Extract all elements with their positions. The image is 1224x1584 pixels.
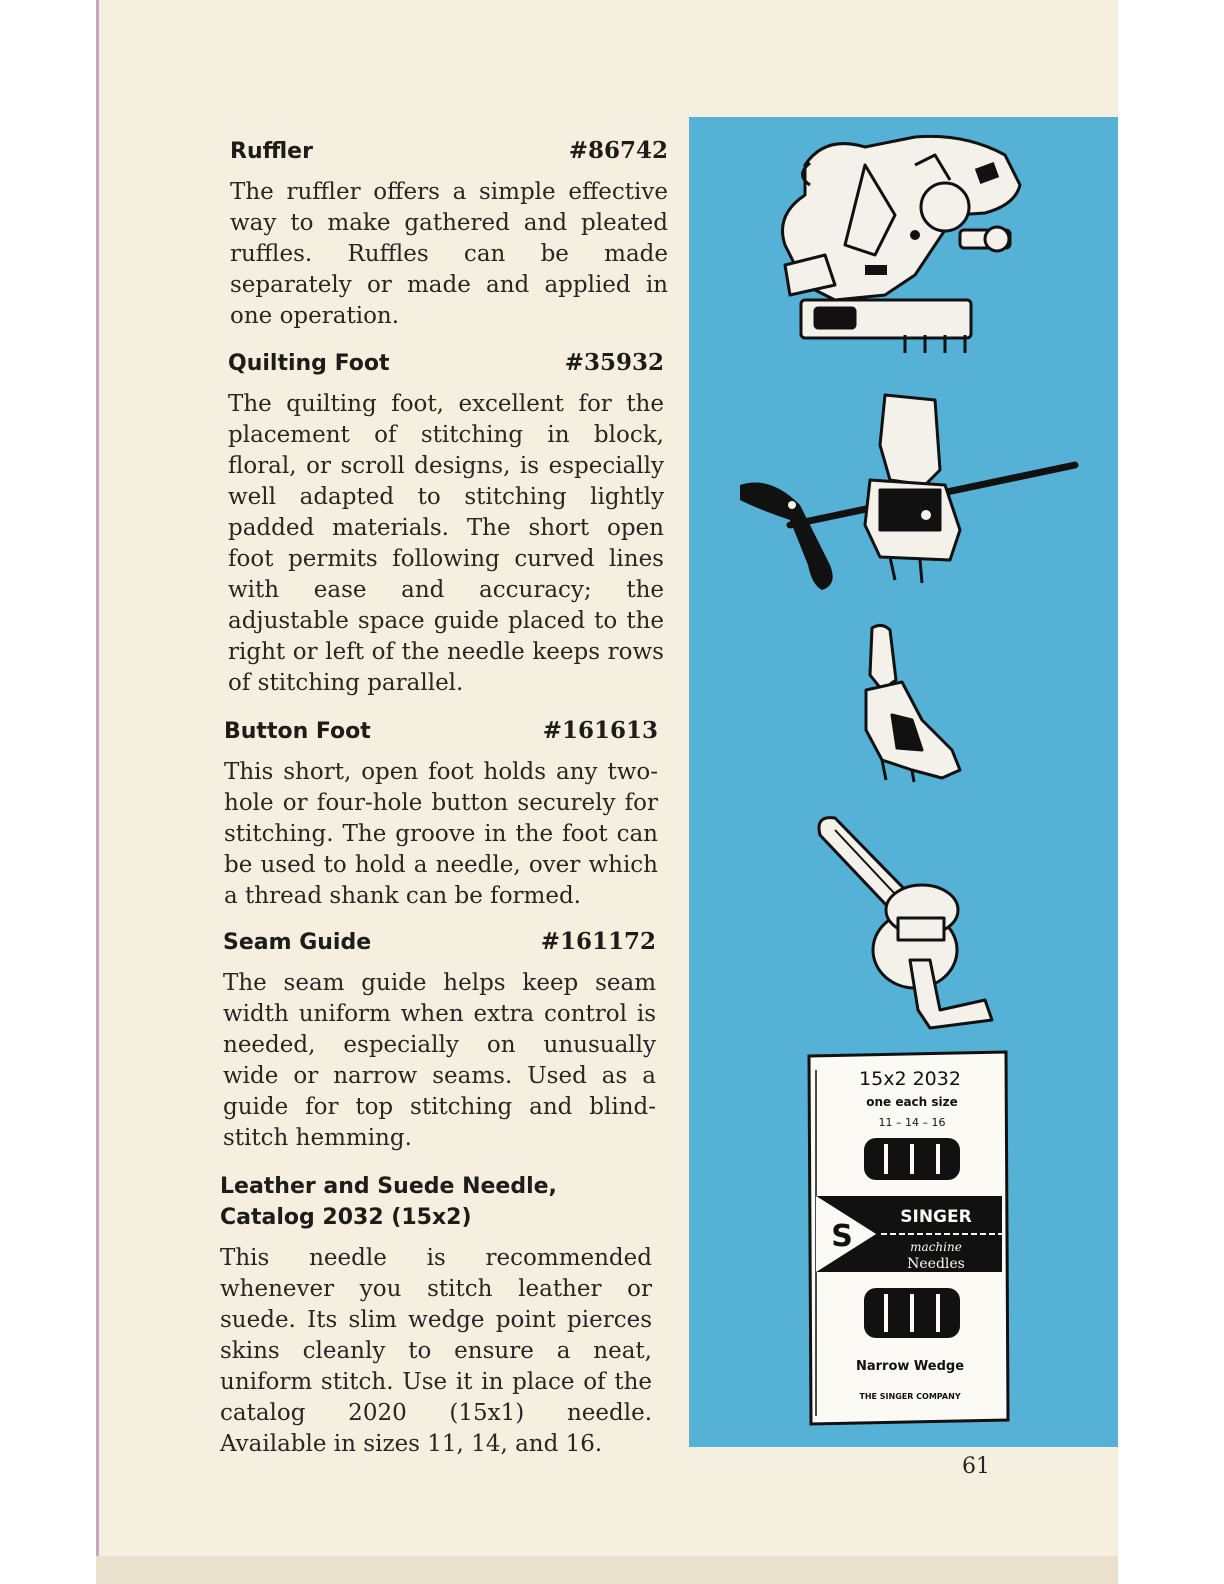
seam-guide-illustration [810,810,1000,1035]
product-line1: machine [910,1240,962,1254]
section-title: Leather and Suede Needle, Catalog 2032 (15x2) [220,1174,557,1230]
catalog-number: #161613 [542,717,658,744]
product-line2: Needles [907,1256,965,1272]
needle-code: 15x2 2032 [859,1068,961,1090]
section-title: Seam Guide [223,930,372,955]
section-body: This needle is recommended whenever you stitch leather or suede. Its slim wedge point pierces skins cleanly to ensure a neat, uniform stitch. Use it in place of the catalog 2020 (15x1) needle. Available in sizes 11, 14, and 16. [220,1245,652,1457]
section-body: This short, open foot holds any two-hole or four-hole button securely for stitching. The groove in the foot can be used to hold a needle, over which a thread shank can be formed. [224,759,658,909]
text-column [218,0,668,1584]
point-type: Narrow Wedge [855,1359,965,1374]
section-heading [220,1171,620,1233]
page-number: 61 [962,1454,990,1479]
needle-package [806,1050,1012,1426]
brand-initial: S [831,1219,853,1254]
section-title: Quilting Foot [228,351,390,376]
button-foot-illustration [852,620,972,785]
section-title: Button Foot [224,719,371,744]
section-body: The seam guide helps keep seam width uniform when extra control is needed, especially on unusually wide or narrow seams. Used as a guide for top stitching and blind-stitch hemming. [223,970,656,1151]
section-heading [230,137,668,167]
section-quilting-foot [228,349,664,699]
company-name: THE SINGER COMPANY [859,1392,961,1401]
catalog-number: #161172 [540,928,656,955]
section-heading [224,717,658,747]
section-ruffler [230,137,668,332]
section-body: The quilting foot, excellent for the placement of stitching in block, floral, or scroll designs, is especially well adapted to stitching lightly padded materials. The short open foot permits following curved lines with ease and accuracy; the adjustable space guide placed to the right or left of the needle keeps rows of stitching parallel. [228,391,664,696]
section-body: The ruffler offers a simple effective way to make gathered and pleated ruffles. Ruffles can be made separately or made and applied in one operation. [230,179,668,329]
needle-sizes-note: one each size [866,1095,958,1109]
ruffler-illustration [765,125,1035,355]
section-heading [228,349,664,379]
catalog-number: #35932 [564,349,664,376]
brand-name: SINGER [900,1207,972,1227]
catalog-number: #86742 [568,137,668,164]
needle-sizes: 11 – 14 – 16 [878,1116,946,1129]
section-button-foot [224,717,658,912]
section-heading [223,928,656,958]
section-title: Ruffler [230,139,313,164]
section-leather-needle [220,1171,652,1460]
quilting-foot-illustration [730,385,1080,595]
section-seam-guide [223,928,656,1154]
